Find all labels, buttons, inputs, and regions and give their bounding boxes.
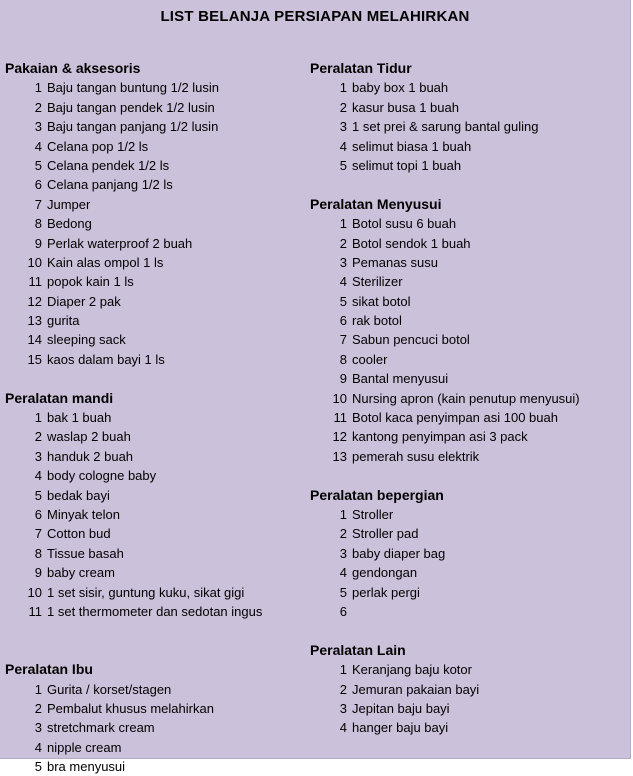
item-number: 9 (34, 565, 42, 581)
item-text: baby box 1 buah (352, 80, 449, 96)
section-peralatan-lain (310, 641, 628, 738)
item-number: 8 (34, 216, 42, 232)
item-text: Pembalut khusus melahirkan (47, 700, 214, 716)
item-text: Baju tangan pendek 1/2 lusin (47, 99, 215, 115)
item-text: bedak bayi (47, 487, 110, 503)
blank-row (5, 621, 305, 640)
item-text: Perlak waterproof 2 buah (47, 235, 193, 251)
list-item (310, 292, 628, 311)
item-text: Sabun pencuci botol (352, 332, 470, 348)
right-column (310, 59, 628, 738)
list-item (5, 447, 305, 466)
list-item (310, 699, 628, 718)
item-text: Celana pendek 1/2 ls (47, 157, 170, 173)
list-item (310, 408, 628, 427)
item-text: Pemanas susu (352, 254, 438, 270)
list-item (5, 272, 305, 291)
item-text: stretchmark cream (47, 720, 155, 736)
section-heading: Peralatan Ibu (5, 661, 93, 678)
item-number: 2 (339, 99, 347, 115)
item-number: 2 (339, 681, 347, 697)
item-number: 10 (27, 254, 42, 270)
section-heading: Peralatan mandi (5, 389, 114, 406)
list-item (310, 98, 628, 117)
item-number: 8 (34, 545, 42, 561)
list-item (310, 583, 628, 602)
item-text: 1 set thermometer dan sedotan ingus (47, 603, 263, 619)
item-number: 5 (34, 487, 42, 503)
item-text: Botol susu 6 buah (352, 216, 457, 232)
item-number: 4 (34, 468, 42, 484)
item-text: bak 1 buah (47, 410, 112, 426)
list-item (5, 757, 305, 776)
item-text: Bedong (47, 216, 92, 232)
list-item (5, 330, 305, 349)
item-number: 1 (34, 80, 42, 96)
list-item (310, 350, 628, 369)
item-text: kaos dalam bayi 1 ls (47, 351, 165, 367)
item-number: 3 (34, 119, 42, 135)
item-number: 5 (34, 759, 42, 775)
item-number: 3 (34, 720, 42, 736)
list-item (310, 524, 628, 543)
list-item (5, 137, 305, 156)
blank-row (5, 641, 305, 660)
item-text: kantong penyimpan asi 3 pack (352, 429, 528, 445)
item-number: 11 (333, 410, 347, 426)
item-text: nipple cream (47, 739, 122, 755)
list-item (5, 234, 305, 253)
list-item (5, 602, 305, 621)
section-heading: Peralatan Menyusui (310, 195, 442, 212)
item-text: perlak pergi (352, 584, 420, 600)
list-item (310, 602, 628, 621)
list-item (310, 253, 628, 272)
item-number: 13 (27, 313, 42, 329)
left-column (5, 59, 305, 776)
item-number: 7 (34, 196, 42, 212)
list-item (5, 408, 305, 427)
item-number: 9 (339, 371, 347, 387)
list-item (310, 117, 628, 136)
blank-row (310, 621, 628, 640)
list-item (310, 389, 628, 408)
item-number: 4 (339, 138, 347, 154)
item-text: pemerah susu elektrik (352, 448, 480, 464)
list-item (310, 563, 628, 582)
list-item (5, 350, 305, 369)
item-text: selimut biasa 1 buah (352, 138, 472, 154)
list-item (5, 486, 305, 505)
list-item (310, 137, 628, 156)
list-item (310, 234, 628, 253)
item-text: Stroller pad (352, 526, 419, 542)
item-number: 4 (34, 739, 42, 755)
list-item (5, 98, 305, 117)
item-number: 6 (34, 506, 42, 522)
list-item (5, 699, 305, 718)
list-item (310, 156, 628, 175)
section-heading: Peralatan bepergian (310, 486, 444, 503)
item-number: 2 (34, 700, 42, 716)
section-peralatan-ibu (5, 660, 305, 776)
item-number: 1 (339, 80, 347, 96)
list-item (5, 427, 305, 446)
section-peralatan-tidur (310, 59, 628, 175)
item-text: 1 set sisir, guntung kuku, sikat gigi (47, 584, 245, 600)
item-text: Keranjang baju kotor (352, 662, 472, 678)
item-number: 3 (34, 448, 42, 464)
item-text: Bantal menyusui (352, 371, 449, 387)
list-item (5, 253, 305, 272)
item-text: Cotton bud (47, 526, 111, 542)
item-text: Nursing apron (kain penutup menyusui) (352, 390, 580, 406)
item-text: Gurita / korset/stagen (47, 681, 172, 697)
list-item (310, 505, 628, 524)
list-item (5, 175, 305, 194)
item-number: 2 (339, 235, 347, 251)
item-text: Botol kaca penyimpan asi 100 buah (352, 410, 558, 426)
list-item (5, 563, 305, 582)
item-number: 14 (27, 332, 42, 348)
item-text: rak botol (352, 313, 402, 329)
item-number: 12 (332, 429, 347, 445)
item-number: 6 (339, 603, 347, 619)
list-item (310, 214, 628, 233)
item-text: body cologne baby (47, 468, 157, 484)
item-number: 5 (339, 293, 347, 309)
page-title: LIST BELANJA PERSIAPAN MELAHIRKAN (160, 8, 470, 25)
item-number: 1 (34, 681, 42, 697)
item-number: 5 (339, 584, 347, 600)
item-text: sleeping sack (47, 332, 126, 348)
item-number: 4 (34, 138, 42, 154)
item-number: 15 (27, 351, 42, 367)
item-number: 1 (34, 410, 42, 426)
item-text: Sterilizer (352, 274, 403, 290)
item-text: waslap 2 buah (47, 429, 131, 445)
item-text: baby diaper bag (352, 545, 446, 561)
item-text: gendongan (352, 565, 418, 581)
item-number: 13 (332, 448, 347, 464)
item-number: 6 (34, 177, 42, 193)
item-number: 9 (34, 235, 42, 251)
list-item (310, 78, 628, 97)
item-text: popok kain 1 ls (47, 274, 134, 290)
item-text: Botol sendok 1 buah (352, 235, 471, 251)
list-item (310, 660, 628, 679)
item-text: bra menyusui (47, 759, 126, 775)
item-text: Jumper (47, 196, 91, 212)
item-text: Celana pop 1/2 ls (47, 138, 149, 154)
list-item (310, 718, 628, 737)
item-number: 1 (339, 662, 347, 678)
item-text: selimut topi 1 buah (352, 157, 462, 173)
item-number: 3 (339, 545, 347, 561)
item-number: 4 (339, 565, 347, 581)
item-text: Jemuran pakaian bayi (352, 681, 480, 697)
item-text: sikat botol (352, 293, 411, 309)
list-item (5, 505, 305, 524)
item-number: 1 (339, 506, 347, 522)
item-text: kasur busa 1 buah (352, 99, 459, 115)
item-number: 11 (28, 274, 42, 290)
item-number: 5 (34, 157, 42, 173)
item-number: 3 (339, 254, 347, 270)
list-item (5, 311, 305, 330)
item-number: 8 (339, 351, 347, 367)
list-item (310, 427, 628, 446)
list-item (5, 583, 305, 602)
section-heading: Peralatan Tidur (310, 60, 412, 76)
section-peralatan-bepergian (310, 486, 628, 622)
section-peralatan-mandi (5, 389, 305, 622)
section-heading: Peralatan Lain (310, 641, 406, 658)
item-text: Diaper 2 pak (47, 293, 121, 309)
list-item (5, 466, 305, 485)
list-item (310, 330, 628, 349)
list-item (310, 544, 628, 563)
list-item (5, 156, 305, 175)
item-number: 12 (27, 293, 42, 309)
item-text: handuk 2 buah (47, 448, 134, 464)
item-text: Jepitan baju bayi (352, 700, 450, 716)
item-text: gurita (47, 313, 80, 329)
item-number: 11 (28, 603, 42, 619)
section-pakaian-aksesoris (5, 59, 305, 369)
list-item (5, 78, 305, 97)
item-number: 2 (34, 429, 42, 445)
item-number: 3 (339, 700, 347, 716)
section-peralatan-menyusui (310, 195, 628, 466)
list-item (5, 524, 305, 543)
item-number: 2 (34, 99, 42, 115)
item-text: cooler (352, 351, 388, 367)
item-number: 6 (339, 313, 347, 329)
list-item (5, 195, 305, 214)
item-number: 10 (27, 584, 42, 600)
item-number: 4 (339, 720, 347, 736)
list-item (310, 311, 628, 330)
item-number: 5 (339, 157, 347, 173)
list-item (5, 718, 305, 737)
blank-row (5, 369, 305, 388)
item-number: 3 (339, 119, 347, 135)
list-item (5, 680, 305, 699)
item-text: Kain alas ompol 1 ls (47, 254, 164, 270)
item-text: hanger baju bayi (352, 720, 449, 736)
item-text: Tissue basah (47, 545, 124, 561)
item-number: 4 (339, 274, 347, 290)
item-text: Baju tangan buntung 1/2 lusin (47, 80, 220, 96)
list-item (310, 369, 628, 388)
item-number: 7 (339, 332, 347, 348)
section-heading: Pakaian & aksesoris (5, 60, 141, 76)
list-item (5, 544, 305, 563)
item-text: Baju tangan panjang 1/2 lusin (47, 119, 219, 135)
item-number: 10 (332, 390, 347, 406)
item-text: Stroller (352, 506, 394, 522)
list-item (310, 680, 628, 699)
item-text: Celana panjang 1/2 ls (47, 177, 173, 193)
item-number: 2 (339, 526, 347, 542)
list-item (5, 738, 305, 757)
item-number: 7 (34, 526, 42, 542)
list-item (5, 292, 305, 311)
list-item (5, 117, 305, 136)
list-item (5, 214, 305, 233)
item-text: 1 set prei & sarung bantal guling (352, 119, 539, 135)
item-text: Minyak telon (47, 506, 120, 522)
blank-row (310, 175, 628, 194)
blank-row (310, 466, 628, 485)
item-number: 1 (339, 216, 347, 232)
list-item (310, 272, 628, 291)
item-text: baby cream (47, 565, 115, 581)
list-item (310, 447, 628, 466)
